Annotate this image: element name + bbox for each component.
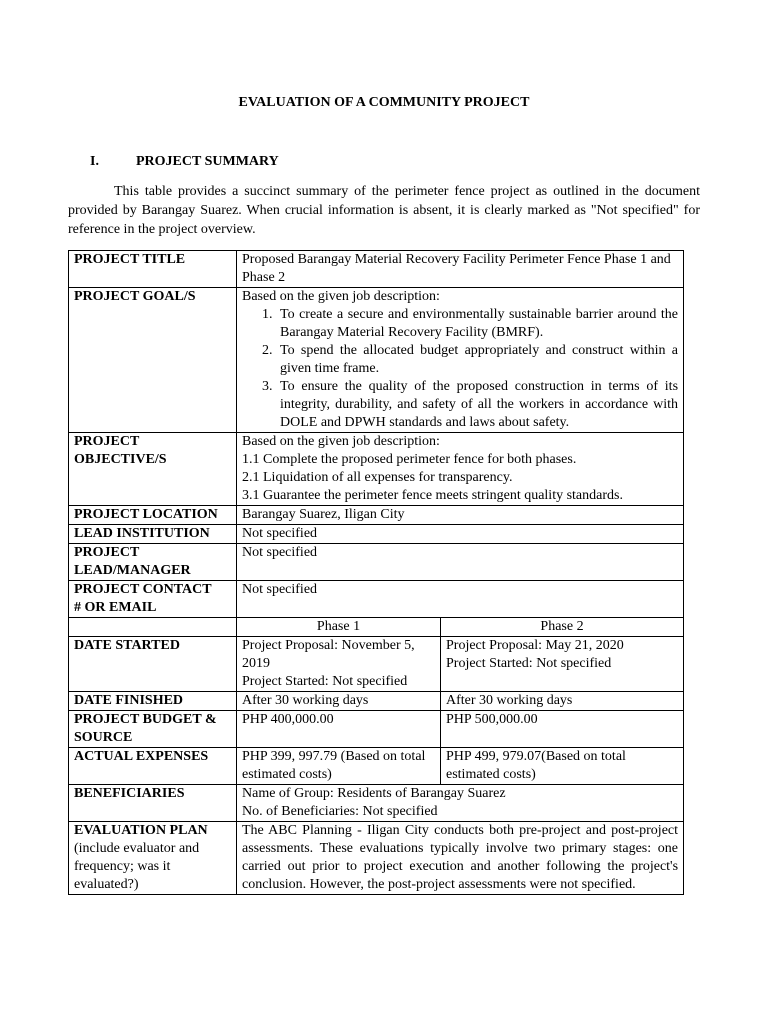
label-project-title: PROJECT TITLE bbox=[69, 251, 237, 288]
row-project-title bbox=[69, 251, 684, 288]
row-project-lead bbox=[69, 544, 684, 581]
value-project-location: Barangay Suarez, Iligan City bbox=[237, 506, 684, 525]
value-date-finished-phase1: After 30 working days bbox=[237, 692, 441, 711]
project-summary-table bbox=[68, 250, 684, 895]
row-project-goals bbox=[69, 288, 684, 433]
value-date-started-phase2: Project Proposal: May 21, 2020 Project Started: Not specified bbox=[441, 637, 684, 692]
label-actual-expenses: ACTUAL EXPENSES bbox=[69, 748, 237, 785]
row-project-budget bbox=[69, 711, 684, 748]
goal-item: 1. To create a secure and environmentally sustainable barrier around the Barangay Material Recovery Facility (BMRF). bbox=[276, 306, 678, 342]
evaluation-plan-sublabel: (include evaluator and frequency; was it evaluated?) bbox=[74, 841, 200, 892]
label-project-contact: PROJECT CONTACT # OR EMAIL bbox=[69, 581, 237, 618]
value-budget-phase2: PHP 500,000.00 bbox=[441, 711, 684, 748]
value-expenses-phase2: PHP 499, 979.07(Based on total estimated costs) bbox=[441, 748, 684, 785]
objective-item: 2.1 Liquidation of all expenses for transparency. bbox=[242, 470, 513, 485]
label-project-lead: PROJECT LEAD/MANAGER bbox=[69, 544, 237, 581]
section-title: PROJECT SUMMARY bbox=[136, 154, 279, 169]
phase1-header: Phase 1 bbox=[237, 618, 441, 637]
value-budget-phase1: PHP 400,000.00 bbox=[237, 711, 441, 748]
value-project-goals bbox=[237, 288, 684, 433]
value-project-contact: Not specified bbox=[237, 581, 684, 618]
row-evaluation-plan bbox=[69, 822, 684, 895]
section-number: I. bbox=[90, 154, 99, 169]
label-project-location: PROJECT LOCATION bbox=[69, 506, 237, 525]
row-project-location bbox=[69, 506, 684, 525]
label-date-started: DATE STARTED bbox=[69, 637, 237, 692]
value-lead-institution: Not specified bbox=[237, 525, 684, 544]
phase-header-empty bbox=[69, 618, 237, 637]
label-date-finished: DATE FINISHED bbox=[69, 692, 237, 711]
value-date-finished-phase2: After 30 working days bbox=[441, 692, 684, 711]
document-title: EVALUATION OF A COMMUNITY PROJECT bbox=[238, 95, 530, 110]
intro-paragraph: This table provides a succinct summary of the perimeter fence project as outlined in the document provided by Barangay Suarez. When crucial information is absent, it is clearly marked as "Not specified" for reference in the project overview. bbox=[68, 184, 700, 237]
row-phase-headers bbox=[69, 618, 684, 637]
value-project-title: Proposed Barangay Material Recovery Facility Perimeter Fence Phase 1 and Phase 2 bbox=[237, 251, 684, 288]
row-lead-institution bbox=[69, 525, 684, 544]
row-actual-expenses bbox=[69, 748, 684, 785]
objectives-intro: Based on the given job description: bbox=[242, 434, 440, 449]
goal-item: 3. To ensure the quality of the proposed construction in terms of its integrity, durability, and safety of all the workers in accordance with DOLE and DPWH standards and laws about safety. bbox=[276, 378, 678, 432]
label-project-budget: PROJECT BUDGET & SOURCE bbox=[69, 711, 237, 748]
label-project-goals: PROJECT GOAL/S bbox=[69, 288, 237, 433]
value-expenses-phase1: PHP 399, 997.79 (Based on total estimated costs) bbox=[237, 748, 441, 785]
objective-item: 3.1 Guarantee the perimeter fence meets stringent quality standards. bbox=[242, 488, 623, 503]
row-date-finished bbox=[69, 692, 684, 711]
value-project-objectives bbox=[237, 433, 684, 506]
goals-intro: Based on the given job description: bbox=[242, 289, 440, 304]
label-project-objectives: PROJECT OBJECTIVE/S bbox=[69, 433, 237, 506]
phase2-header: Phase 2 bbox=[441, 618, 684, 637]
label-evaluation-plan: EVALUATION PLAN (include evaluator and frequency; was it evaluated?) bbox=[69, 822, 237, 895]
row-beneficiaries bbox=[69, 785, 684, 822]
row-date-started bbox=[69, 637, 684, 692]
label-lead-institution: LEAD INSTITUTION bbox=[69, 525, 237, 544]
goal-item: 2. To spend the allocated budget appropriately and construct within a given time frame. bbox=[276, 342, 678, 378]
row-project-objectives bbox=[69, 433, 684, 506]
objective-item: 1.1 Complete the proposed perimeter fence for both phases. bbox=[242, 452, 577, 467]
value-project-lead: Not specified bbox=[237, 544, 684, 581]
row-project-contact bbox=[69, 581, 684, 618]
label-beneficiaries: BENEFICIARIES bbox=[69, 785, 237, 822]
section-heading bbox=[90, 153, 279, 171]
value-evaluation-plan: The ABC Planning - Iligan City conducts both pre-project and post-project assessments. These evaluations typically involve two primary stages: one carried out prior to project execution and another following the project's conclusion. However, the post-project assessments were not specified. bbox=[237, 822, 684, 895]
value-date-started-phase1: Project Proposal: November 5, 2019 Project Started: Not specified bbox=[237, 637, 441, 692]
value-beneficiaries: Name of Group: Residents of Barangay Suarez No. of Beneficiaries: Not specified bbox=[237, 785, 684, 822]
goals-list bbox=[242, 306, 678, 432]
